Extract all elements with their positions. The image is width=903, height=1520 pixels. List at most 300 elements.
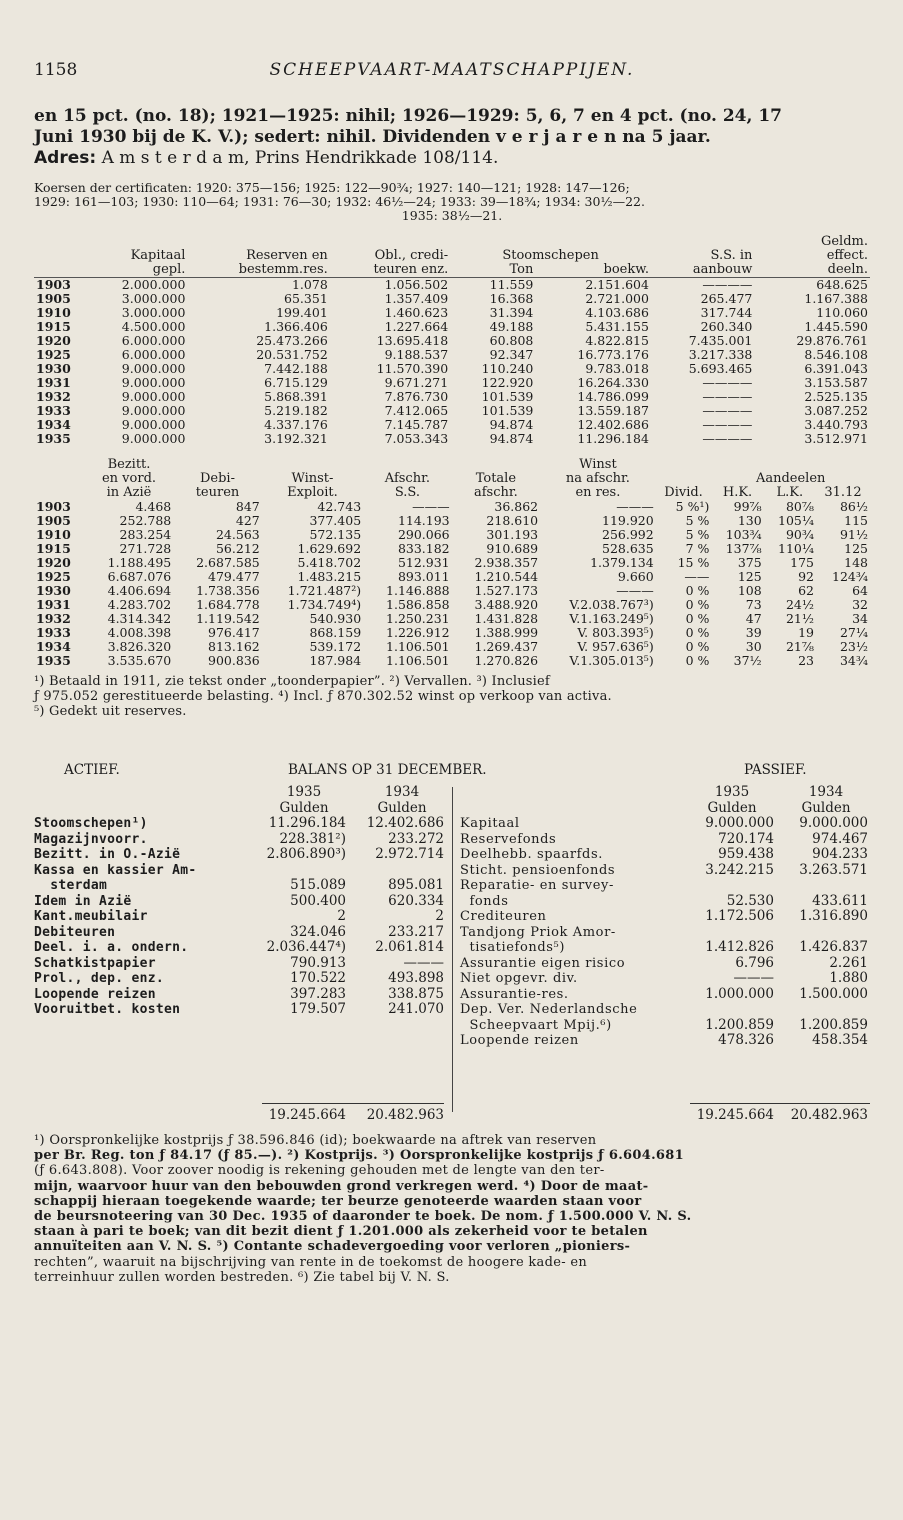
t2-body	[34, 500, 870, 668]
actief-row	[34, 832, 446, 848]
value-cell: 90¾	[785, 527, 814, 542]
balance-label: Kapitaal	[460, 816, 520, 831]
value-cell: 73	[745, 597, 762, 612]
value-cell: 1.146.888	[386, 583, 450, 598]
balance-value-1935: 2.036.447⁴)	[266, 939, 346, 955]
value-cell: 9.783.018	[585, 361, 649, 376]
value-cell: 252.788	[119, 513, 172, 528]
passief-year-1935: 1935	[714, 784, 750, 800]
value-cell: 39	[745, 625, 762, 640]
year-cell: 1905	[36, 513, 71, 528]
balance-value-1935: 515.089	[290, 877, 346, 893]
value-cell: 11.570.390	[376, 361, 449, 376]
value-cell: 1.056.502	[384, 277, 449, 292]
year-cell: 1903	[36, 499, 71, 514]
value-cell: 19	[798, 625, 814, 640]
year-cell: 1930	[36, 361, 71, 376]
balance-value-1935: 959.438	[718, 846, 774, 862]
page	[34, 60, 870, 1285]
value-cell: 91½	[839, 527, 868, 542]
value-cell: 7.876.730	[384, 389, 449, 404]
value-cell: 94.874	[489, 431, 534, 446]
t2-header-winst: Winst	[579, 457, 617, 472]
year-cell: 1903	[36, 277, 71, 292]
value-cell: 648.625	[816, 277, 868, 292]
fn-line-4: mijn, waarvoor huur van den bebouwden grond verkregen werd. ⁴) Door de maat-	[34, 1178, 649, 1194]
passief-row	[460, 987, 870, 1003]
value-cell: 1.388.999	[474, 625, 539, 640]
table2-row	[34, 598, 870, 612]
value-cell: ———	[616, 499, 654, 514]
fn-line-6: de beursnoteering van 30 Dec. 1935 of daaronder te boek. De nom. ƒ 1.500.000 V. N. S.	[34, 1209, 692, 1225]
value-cell: 105¼	[778, 513, 814, 528]
value-cell: 218.610	[486, 513, 539, 528]
t1-header-bestemm: bestemm.res.	[187, 263, 329, 278]
table2-row	[34, 626, 870, 640]
balance-label: Loopende reizen	[460, 1033, 579, 1048]
passief-unit-2: Gulden	[801, 799, 851, 816]
value-cell: 3.440.793	[804, 417, 868, 432]
value-cell: 3.488.920	[474, 597, 539, 612]
balance-value-1935: ———	[733, 970, 774, 986]
value-cell: 6.715.129	[264, 375, 328, 390]
balance-value-1935: 228.381²)	[279, 830, 346, 847]
passief-total-1934: 20.482.963	[790, 1107, 868, 1123]
balance-label: Kant.meubilair	[34, 909, 148, 924]
value-cell: 94.874	[489, 417, 534, 432]
value-cell: 37½	[733, 653, 762, 668]
t1-blank	[34, 235, 84, 249]
balance-label: Tandjong Priok Amor-	[460, 924, 616, 940]
balance-label: Assurantie-res.	[460, 986, 569, 1002]
table2-row	[34, 640, 870, 654]
value-cell: 1.357.409	[384, 291, 449, 306]
value-cell: 271.728	[119, 541, 172, 556]
balance-value-1934: 895.081	[388, 877, 444, 893]
t2-header-afschr: Afschr.	[384, 471, 430, 486]
value-cell: 42.743	[317, 499, 362, 514]
table2-row	[34, 528, 870, 542]
balance-label: Bezitt. in O.-Azië	[34, 847, 181, 862]
value-cell: 29.876.761	[796, 333, 868, 348]
balance-label: tisatiefonds⁵)	[460, 940, 566, 955]
value-cell: 7.145.787	[384, 417, 449, 432]
value-cell: 119.920	[602, 513, 654, 528]
value-cell: 0 %	[685, 653, 710, 668]
value-cell: 1.527.173	[474, 583, 539, 598]
value-cell: 16.773.176	[577, 347, 649, 362]
value-cell: 5.219.182	[264, 403, 328, 418]
balance-title: BALANS OP 31 DECEMBER.	[288, 762, 487, 778]
running-title: SCHEEPVAART-MAATSCHAPPIJEN.	[269, 60, 635, 80]
passief-row	[460, 971, 870, 987]
balance-label: Magazijnvoorr.	[34, 831, 148, 847]
table1-row	[34, 320, 870, 334]
value-cell: V. 957.636⁵)	[577, 639, 654, 654]
value-cell: 23	[798, 653, 814, 668]
t1-header-kapitaal: Kapitaal	[130, 248, 186, 263]
value-cell: 1.684.778	[196, 597, 260, 612]
value-cell: 910.689	[486, 541, 539, 556]
table1-row	[34, 278, 870, 293]
value-cell: 833.182	[397, 541, 450, 556]
value-cell: 2.151.604	[585, 277, 649, 292]
value-cell: 187.984	[309, 653, 362, 668]
fn-line-10: terreinhuur zullen worden bestreden. ⁶) Zie tabel bij V. N. S.	[34, 1269, 450, 1285]
balance-value-1934: 2.061.814	[375, 939, 444, 955]
value-cell: 2.938.357	[474, 555, 539, 570]
actief-row	[34, 987, 446, 1003]
passief-row	[460, 863, 870, 879]
actief-row	[34, 863, 446, 879]
t1-body	[34, 278, 870, 447]
value-cell: 1.483.215	[297, 569, 362, 584]
balance-label: Kassa en kassier Am-	[34, 862, 197, 878]
t1-header-aanbouw: aanbouw	[651, 263, 754, 278]
t2-header-teuren: teuren	[195, 485, 240, 500]
table1-row	[34, 348, 870, 362]
value-cell: 1.119.542	[196, 611, 260, 626]
value-cell: 47	[745, 611, 762, 626]
year-cell: 1905	[36, 291, 71, 306]
value-cell: 3.153.587	[804, 375, 868, 390]
balance-value-1935: 1.200.859	[705, 1016, 774, 1033]
value-cell: V.2.038.767³)	[569, 597, 654, 612]
balance-value-1935: 478.326	[718, 1032, 774, 1048]
value-cell: 125	[737, 569, 762, 584]
value-cell: 1.106.501	[386, 639, 450, 654]
passief-row	[460, 909, 870, 925]
table1-row	[34, 306, 870, 320]
value-cell: 317.744	[700, 305, 753, 320]
prices-line-1: Koersen der certificaten: 1920: 375—156; 1925: 122—90¾; 1927: 140—121; 1928: 147—126;	[34, 180, 630, 195]
value-cell: 1.738.356	[196, 583, 260, 598]
balance-value-1935: 2	[337, 908, 346, 924]
fn-line-2: per Br. Reg. ton ƒ 84.17 (ƒ 85.—). ²) Kostprijs. ³) Oorspronkelijke kostprijs ƒ 6.604.681	[34, 1148, 684, 1164]
value-cell: 1.721.487²)	[287, 583, 362, 598]
value-cell: V.1.163.249⁵)	[569, 611, 654, 626]
value-cell: 6.000.000	[121, 347, 186, 362]
value-cell: 7.435.001	[688, 333, 753, 348]
value-cell: 6.000.000	[121, 333, 186, 348]
balance-value-1934: 2	[435, 908, 444, 924]
passief-row	[460, 1033, 870, 1049]
column-divider	[452, 787, 453, 1112]
actief-year-1935: 1935	[286, 784, 322, 800]
value-cell: 16.368	[489, 291, 534, 306]
value-cell: 31.394	[489, 305, 534, 320]
t1-header-deeln: deeln.	[754, 263, 870, 278]
value-cell: 4.314.342	[107, 611, 172, 626]
passief-rows	[460, 816, 870, 1049]
t2-header-aandeelen: Aandeelen	[755, 471, 826, 486]
value-cell: 512.931	[397, 555, 450, 570]
value-cell: ————	[702, 277, 753, 292]
fn-line-9: rechten”, waaruit na bijschrijving van rente in de toekomst de hoogere kade- en	[34, 1254, 588, 1270]
balance-value-1935: 3.242.215	[705, 861, 774, 878]
value-cell: 80⅞	[785, 499, 814, 514]
value-cell: 1.431.828	[474, 611, 539, 626]
passief-row	[460, 816, 870, 832]
value-cell: 4.822.815	[585, 333, 649, 348]
value-cell: 0 %	[685, 583, 710, 598]
balance-label: Prol., dep. enz.	[34, 971, 165, 986]
actief-rows	[34, 816, 446, 1018]
balance-value-1935: 324.046	[290, 923, 346, 940]
value-cell: ———	[616, 583, 654, 598]
balance-value-1934: 233.272	[388, 830, 444, 847]
value-cell: 4.103.686	[585, 305, 649, 320]
value-cell: 9.188.537	[384, 347, 449, 362]
year-cell: 1915	[36, 319, 71, 334]
table1-row	[34, 418, 870, 432]
balance-label: Reservefonds	[460, 831, 557, 847]
value-cell: 130	[737, 513, 762, 528]
fn-line-8: annuïteiten aan V. N. S. ⁵) Contante schadevergoeding voor verloren „pioniers-	[34, 1239, 631, 1255]
passief-row	[460, 956, 870, 972]
value-cell: 137⅞	[725, 541, 762, 556]
t1-header-gepl: gepl.	[84, 263, 187, 278]
value-cell: 175	[790, 555, 814, 570]
value-cell: 122.920	[481, 375, 534, 390]
value-cell: 1.250.231	[386, 611, 450, 626]
actief-year-row	[34, 785, 446, 801]
table1-row	[34, 376, 870, 390]
t2-header-winst-exploit: Winst-	[291, 471, 334, 486]
value-cell: 813.162	[208, 639, 260, 654]
balance-value-1934: 2.972.714	[375, 846, 444, 862]
value-cell: 23½	[839, 639, 868, 654]
balance-label: fonds	[460, 893, 509, 909]
balance-label: Crediteuren	[460, 909, 547, 924]
actief-row	[34, 925, 446, 941]
balance-value-1935: 1.172.506	[705, 908, 774, 924]
t1-header-boekw: boekw.	[535, 263, 651, 278]
balance-value-1934: 1.316.890	[799, 908, 868, 924]
year-cell: 1933	[36, 403, 71, 418]
value-cell: 868.159	[309, 625, 362, 640]
t2-header-en-vord: en vord.	[101, 471, 157, 486]
value-cell: 9.660	[617, 569, 654, 584]
passief-row	[460, 832, 870, 848]
passief-year-row	[460, 785, 870, 801]
value-cell: 24.563	[215, 527, 260, 542]
passief-row	[460, 1018, 870, 1034]
value-cell: 101.539	[481, 403, 534, 418]
value-cell: ————	[702, 389, 753, 404]
balance-value-1934: 1.200.859	[799, 1016, 868, 1033]
balance-value-1934: 9.000.000	[799, 815, 868, 831]
value-cell: 847	[235, 499, 260, 514]
actief-unit-row	[34, 801, 446, 817]
value-cell: 4.283.702	[107, 597, 172, 612]
balance-value-1935: 179.507	[290, 1001, 346, 1017]
address-label: Adres:	[34, 148, 97, 168]
value-cell: 375	[737, 555, 762, 570]
value-cell: 3.826.320	[107, 639, 172, 654]
t2-header-in-azie: in Azië	[106, 485, 152, 500]
table1-row	[34, 292, 870, 306]
balance-value-1935: 2.806.890³)	[266, 846, 346, 862]
value-cell: 101.539	[481, 389, 534, 404]
t1-header-reserven: Reserven en	[246, 248, 328, 263]
balance-label: Dep. Ver. Nederlandsche	[460, 1002, 638, 1017]
balance-value-1935: 11.296.184	[268, 815, 346, 831]
year-cell: 1932	[36, 611, 71, 626]
balance-label: Stoomschepen¹)	[34, 816, 148, 831]
value-cell: 32	[852, 597, 868, 612]
value-cell: 4.406.694	[107, 583, 172, 598]
value-cell: 92	[798, 569, 814, 584]
value-cell: 9.000.000	[121, 361, 186, 376]
actief-total-1934: 20.482.963	[366, 1107, 444, 1123]
value-cell: 13.695.418	[376, 333, 449, 348]
balance-value-1935: 170.522	[290, 970, 346, 986]
passief-row	[460, 878, 870, 894]
value-cell: 3.512.971	[804, 431, 868, 446]
balance-label: Niet opgevr. div.	[460, 971, 578, 986]
table-notes	[34, 674, 870, 719]
value-cell: 9.000.000	[121, 375, 186, 390]
t1-header-effect: effect.	[826, 248, 868, 263]
value-cell: 34¾	[839, 653, 868, 668]
t2-header-exploit: Exploit.	[287, 485, 338, 500]
financial-table-1	[34, 235, 870, 446]
note-line-2: ƒ 975.052 gerestitueerde belasting. ⁴) Incl. ƒ 870.302.52 winst op verkoop van activa.	[34, 689, 612, 704]
actief-row	[34, 909, 446, 925]
value-cell: 1.078	[291, 277, 328, 292]
value-cell: V.1.305.013⁵)	[569, 653, 654, 668]
value-cell: 9.000.000	[121, 403, 186, 418]
t2-header-lk: L.K.	[776, 485, 804, 500]
actief-unit-2: Gulden	[377, 799, 427, 816]
value-cell: ————	[702, 375, 753, 390]
value-cell: 3.192.321	[264, 431, 328, 446]
value-cell: 976.417	[208, 625, 260, 640]
note-line-3: ⁵) Gedekt uit reserves.	[34, 704, 187, 719]
value-cell: 893.011	[397, 569, 450, 584]
year-cell: 1934	[36, 417, 71, 432]
value-cell: 124¾	[832, 569, 868, 584]
balance-label: Debiteuren	[34, 924, 116, 940]
t2-header-bezitt: Bezitt.	[107, 457, 151, 472]
value-cell: 9.000.000	[121, 389, 186, 404]
value-cell: 9.000.000	[121, 417, 186, 432]
table1-row	[34, 334, 870, 348]
table1-row	[34, 404, 870, 418]
page-number: 1158	[34, 60, 78, 80]
value-cell: 65.351	[284, 291, 328, 306]
value-cell: ————	[702, 403, 753, 418]
intro-line-1: en 15 pct. (no. 18); 1921—1925: nihil; 1926—1929: 5, 6, 7 en 4 pct. (no. 24, 17	[34, 106, 782, 126]
table1-row	[34, 390, 870, 404]
year-cell: 1925	[36, 569, 71, 584]
t2-header-en-res: en res.	[575, 485, 621, 500]
value-cell: 1.366.406	[264, 319, 328, 334]
t2-header-divid: Divid.	[664, 485, 703, 500]
year-cell: 1920	[36, 555, 71, 570]
value-cell: 572.135	[309, 527, 362, 542]
year-cell: 1925	[36, 347, 71, 362]
value-cell: 27¼	[839, 625, 868, 640]
t2-header-debi: Debi-	[199, 471, 235, 486]
balance-label: Loopende reizen	[34, 986, 156, 1002]
balance-value-1935: 9.000.000	[705, 815, 774, 831]
value-cell: 1.379.134	[590, 555, 654, 570]
passief-row	[460, 925, 870, 941]
t1-header-geldm: Geldm.	[820, 234, 868, 249]
value-cell: 0 %	[685, 597, 710, 612]
t2-header-totale: Totale	[475, 471, 517, 486]
value-cell: 1.226.912	[386, 625, 450, 640]
year-cell: 1915	[36, 541, 71, 556]
t1-header-ton: Ton	[450, 263, 535, 278]
value-cell: 0 %	[685, 611, 710, 626]
passief-row	[460, 940, 870, 956]
table2-row	[34, 556, 870, 570]
value-cell: 7 %	[685, 541, 710, 556]
prices-line-2: 1929: 161—103; 1930: 110—64; 1931: 76—30; 1932: 46½—24; 1933: 39—18¾; 1934: 30½—22.	[34, 194, 645, 209]
value-cell: 2.687.585	[196, 555, 260, 570]
fn-line-1: ¹) Oorspronkelijke kostprijs ƒ 38.596.846 (id); boekwaarde na aftrek van reserven	[34, 1133, 597, 1148]
value-cell: 92.347	[489, 347, 534, 362]
value-cell: 103¾	[725, 527, 762, 542]
value-cell: 3.087.252	[804, 403, 868, 418]
value-cell: 1.269.437	[474, 639, 539, 654]
value-cell: 64	[852, 583, 868, 598]
fn-line-7: staan à pari te boek; van dit bezit dient ƒ 1.201.000 als zekerheid voor te betalen	[34, 1224, 648, 1240]
financial-table-2	[34, 458, 870, 668]
note-line-1: ¹) Betaald in 1911, zie tekst onder „toonderpapier”. ²) Vervallen. ³) Inclusief	[34, 674, 550, 689]
value-cell: ———	[412, 499, 450, 514]
balance-value-1934: 433.611	[812, 892, 868, 909]
balance-sheet	[34, 763, 870, 1123]
passief-column	[460, 785, 870, 1049]
year-cell: 1931	[36, 597, 71, 612]
value-cell: 900.836	[208, 653, 260, 668]
running-header	[34, 60, 870, 90]
year-cell: 1935	[36, 653, 71, 668]
value-cell: 2.721.000	[585, 291, 649, 306]
value-cell: 13.559.187	[577, 403, 649, 418]
value-cell: 16.264.330	[577, 375, 649, 390]
t1-header-stoomschepen: Stoomschepen	[502, 248, 599, 263]
value-cell: 6.391.043	[804, 361, 868, 376]
value-cell: 11.296.184	[577, 431, 649, 446]
value-cell: 114.193	[397, 513, 450, 528]
value-cell: 56.212	[215, 541, 260, 556]
value-cell: 1.460.623	[384, 305, 449, 320]
balance-value-1934: 241.070	[388, 1001, 444, 1017]
t1-header-teuren: teuren enz.	[330, 263, 450, 278]
balance-label: Vooruitbet. kosten	[34, 1002, 181, 1017]
balance-value-1934: 338.875	[388, 985, 444, 1002]
value-cell: 4.008.398	[107, 625, 172, 640]
value-cell: 24½	[785, 597, 814, 612]
value-cell: 1.734.749⁴)	[287, 597, 362, 612]
balance-label: Deelhebb. spaarfds.	[460, 847, 603, 862]
address-value: A m s t e r d a m, Prins Hendrikkade 108/114.	[101, 148, 499, 168]
table2-row	[34, 500, 870, 514]
value-cell: 5.868.391	[264, 389, 328, 404]
value-cell: 99⅞	[733, 499, 762, 514]
actief-total-rule	[262, 1103, 444, 1104]
value-cell: 12.402.686	[577, 417, 649, 432]
t2-header-afschr2: afschr.	[473, 485, 518, 500]
balance-value-1935: 790.913	[290, 954, 346, 971]
balance-label: Schatkistpapier	[34, 955, 156, 971]
balance-value-1935: 500.400	[290, 892, 346, 909]
